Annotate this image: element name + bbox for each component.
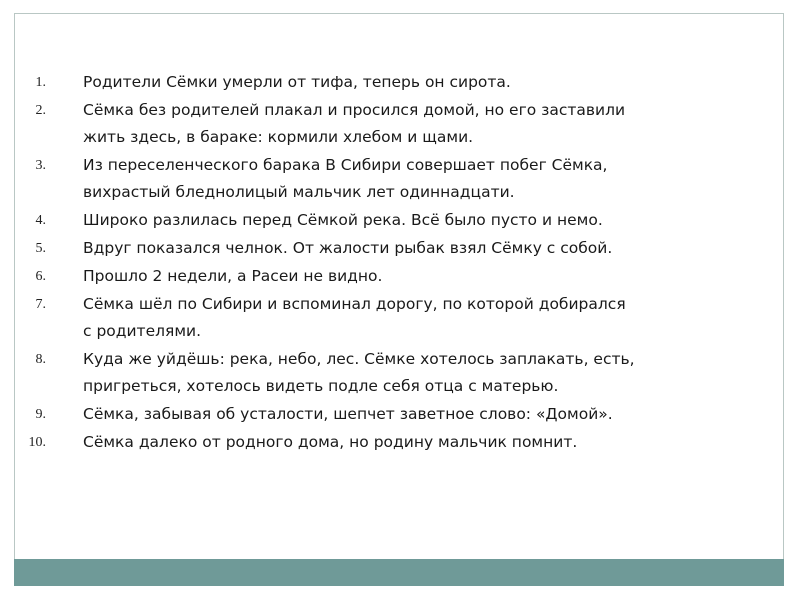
numbered-list	[14, 69, 774, 457]
list-item-number: 3.	[35, 158, 46, 173]
list-item-number: 7.	[35, 297, 46, 312]
list-item	[14, 291, 774, 345]
list-item-number: 2.	[35, 103, 46, 118]
list-item-number: 8.	[35, 352, 46, 367]
list-item	[14, 207, 774, 234]
list-item	[14, 69, 774, 96]
list-item-text: Сёмка шёл по Сибири и вспоминал дорогу, по которой добирался с родителями.	[83, 295, 626, 340]
list-item-text: Из переселенческого барака В Сибири совершает побег Сёмка, вихрастый бледнолицый мальчик лет одиннадцати.	[83, 156, 608, 201]
slide-bottom-bar	[14, 559, 784, 586]
list-item-number: 1.	[35, 75, 46, 90]
list-item	[14, 263, 774, 290]
list-item	[14, 97, 774, 151]
list-item-text: Прошло 2 недели, а Расеи не видно.	[83, 267, 383, 285]
list-item-text: Сёмка, забывая об усталости, шепчет заветное слово: «Домой».	[83, 405, 613, 423]
list-item	[14, 235, 774, 262]
list-item	[14, 429, 774, 456]
list-item	[14, 401, 774, 428]
list-item-text: Широко разлилась перед Сёмкой река. Всё было пусто и немо.	[83, 211, 603, 229]
list-item-text: Сёмка далеко от родного дома, но родину мальчик помнит.	[83, 433, 578, 451]
list-item-text: Куда же уйдёшь: река, небо, лес. Сёмке хотелось заплакать, есть, пригреться, хотелось видеть подле себя отца с матерью.	[83, 350, 635, 395]
list-item	[14, 152, 774, 206]
list-item-text: Родители Сёмки умерли от тифа, теперь он сирота.	[83, 73, 511, 91]
list-item-number: 6.	[35, 269, 46, 284]
list-item	[14, 346, 774, 400]
list-item-number: 5.	[35, 241, 46, 256]
list-item-number: 9.	[35, 407, 46, 422]
list-item-number: 10.	[28, 435, 46, 450]
list-item-number: 4.	[35, 213, 46, 228]
list-item-text: Сёмка без родителей плакал и просился домой, но его заставили жить здесь, в бараке: кормили хлебом и щами.	[83, 101, 626, 146]
list-item-text: Вдруг показался челнок. От жалости рыбак взял Сёмку с собой.	[83, 239, 613, 257]
